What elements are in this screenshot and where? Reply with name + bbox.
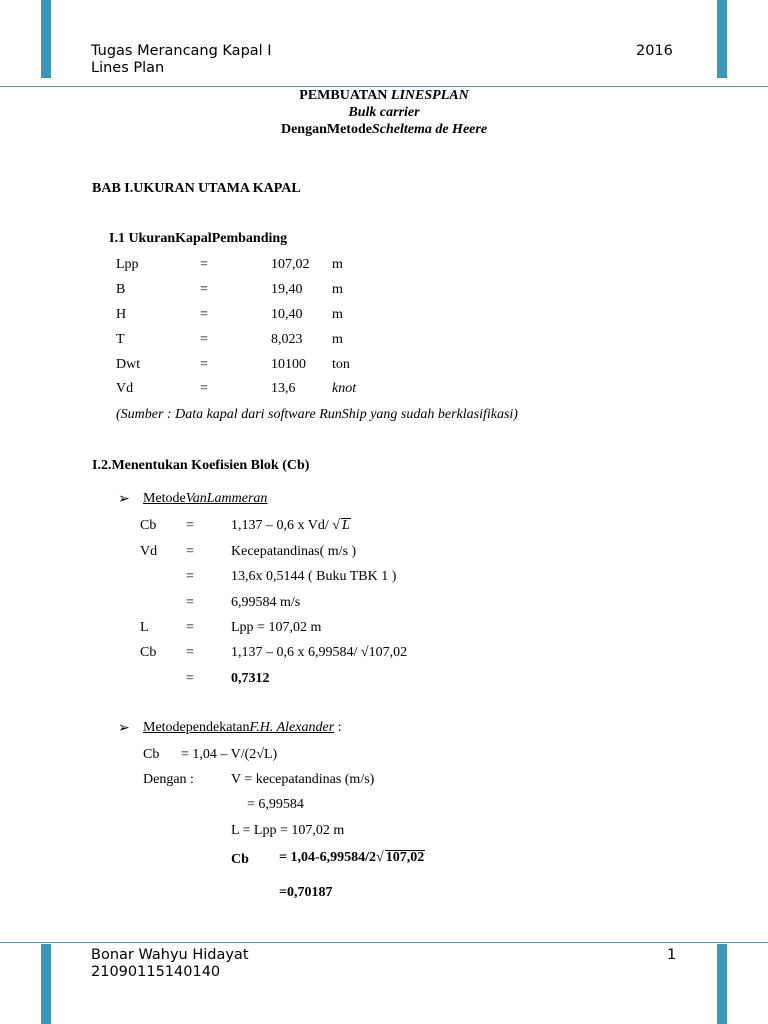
chapter-heading: BAB I.UKURAN UTAMA KAPAL — [92, 181, 301, 196]
formula-expr — [231, 544, 356, 560]
spec-label: Vd — [116, 381, 134, 396]
method2-title-colon: : — [334, 720, 342, 735]
method2-dengan: Dengan : — [143, 772, 194, 787]
spec-value: 10100 — [271, 357, 306, 372]
spec-eq: = — [200, 282, 208, 297]
section1-heading: I.1 UkuranKapalPembanding — [109, 231, 288, 246]
spec-eq: = — [200, 257, 208, 272]
header-subtitle: Lines Plan — [91, 60, 165, 76]
spec-unit: m — [332, 332, 343, 347]
formula-expr — [231, 620, 321, 636]
footer-divider — [0, 942, 768, 943]
method2-cb2-label: Cb — [231, 852, 249, 867]
section2-heading: I.2.Menentukan Koefisien Blok (Cb) — [92, 458, 310, 473]
doc-method-text: DenganMetode — [280, 122, 372, 137]
formula-expr — [231, 569, 396, 585]
formula-expr-text: 1,137 – 0,6 x 6,99584/ √107,02 — [231, 645, 408, 660]
doc-method-emph: Scheltema de Heere — [371, 122, 488, 137]
method1-bullet: ➢ — [118, 492, 130, 507]
formula-expr — [231, 671, 270, 687]
spec-unit: ton — [332, 357, 350, 372]
spec-value: 8,023 — [271, 332, 303, 347]
doc-title — [0, 88, 768, 104]
spec-value: 10,40 — [271, 307, 303, 322]
method1-title-emph: VanLammeran — [185, 491, 268, 506]
formula-expr-text: Lpp = 107,02 m — [231, 620, 322, 635]
formula-label: Cb — [140, 518, 157, 533]
method2-cb-label: Cb — [143, 747, 160, 762]
footer-name: Bonar Wahyu Hidayat — [91, 947, 249, 963]
method2-result: =0,70187 — [279, 885, 333, 900]
method2-v-line: V = kecepatandinas (m/s) — [231, 772, 375, 787]
method2-bullet: ➢ — [118, 721, 130, 736]
formula-expr-text: 13,6x 0,5144 ( Buku TBK 1 ) — [231, 569, 397, 584]
footer-page-number: 1 — [667, 947, 677, 963]
spec-eq: = — [200, 357, 208, 372]
formula-label: Vd — [140, 544, 158, 559]
formula-label: L — [140, 620, 149, 635]
header-title: Tugas Merancang Kapal I — [91, 43, 272, 59]
method2-title-emph: F.H. Alexander — [249, 720, 335, 735]
footer-right-bar — [717, 944, 727, 1024]
footer-left-bar — [41, 944, 51, 1024]
formula-expr-text: Kecepatandinas( m/s ) — [231, 544, 357, 559]
spec-label: Lpp — [116, 257, 139, 272]
header-year: 2016 — [636, 43, 673, 59]
spec-unit: m — [332, 307, 343, 322]
formula-expr — [231, 595, 300, 611]
spec-unit: knot — [332, 381, 357, 396]
doc-title-text: PEMBUATAN — [299, 88, 391, 103]
spec-label: H — [116, 307, 127, 322]
footer-nim: 21090115140140 — [91, 964, 221, 980]
spec-label: B — [116, 282, 126, 297]
method2-cb-expr: = 1,04 – V/(2√L) — [181, 747, 278, 762]
spec-eq: = — [200, 307, 208, 322]
formula-eq: = — [186, 544, 194, 559]
spec-eq: = — [200, 332, 208, 347]
method2-cb2-expr — [279, 850, 425, 866]
doc-method — [0, 122, 768, 138]
method2-cb2-radicand: 107,02 — [385, 850, 425, 865]
method1-title-text: Metode — [143, 491, 186, 506]
formula-eq: = — [186, 671, 194, 686]
spec-label: Dwt — [116, 357, 141, 372]
method2-title — [143, 720, 342, 736]
formula-expr-text: 1,137 – 0,6 x Vd/ √ — [231, 518, 340, 533]
formula-eq: = — [186, 620, 194, 635]
formula-expr — [231, 645, 407, 661]
spec-value: 19,40 — [271, 282, 303, 297]
formula-eq: = — [186, 518, 194, 533]
formula-label: Cb — [140, 645, 157, 660]
section1-source: (Sumber : Data kapal dari software RunShip yang sudah berklasifikasi) — [116, 407, 518, 422]
spec-eq: = — [200, 381, 208, 396]
formula-eq: = — [186, 569, 194, 584]
header-right-bar — [717, 0, 727, 78]
spec-value: 13,6 — [271, 381, 296, 396]
formula-eq: = — [186, 645, 194, 660]
formula-expr-text: 6,99584 m/s — [231, 595, 301, 610]
spec-label: T — [116, 332, 125, 347]
doc-subtitle: Bulk carrier — [348, 105, 420, 120]
method2-v-value: = 6,99584 — [247, 797, 304, 812]
doc-title-emph: LINESPLAN — [390, 88, 469, 103]
formula-expr-text: 0,7312 — [231, 671, 270, 686]
formula-radicand: L — [341, 518, 350, 533]
method2-title-text: Metodependekatan — [143, 720, 250, 735]
spec-value: 107,02 — [271, 257, 310, 272]
spec-unit: m — [332, 257, 343, 272]
formula-eq: = — [186, 595, 194, 610]
formula-expr — [231, 518, 351, 534]
header-divider — [0, 86, 768, 87]
method1-title — [143, 491, 267, 507]
method2-l-line: L = Lpp = 107,02 m — [231, 823, 345, 838]
method2-cb2-formula: = 1,04-6,99584/2√ — [279, 850, 384, 865]
spec-unit: m — [332, 282, 343, 297]
header-left-bar — [41, 0, 51, 78]
